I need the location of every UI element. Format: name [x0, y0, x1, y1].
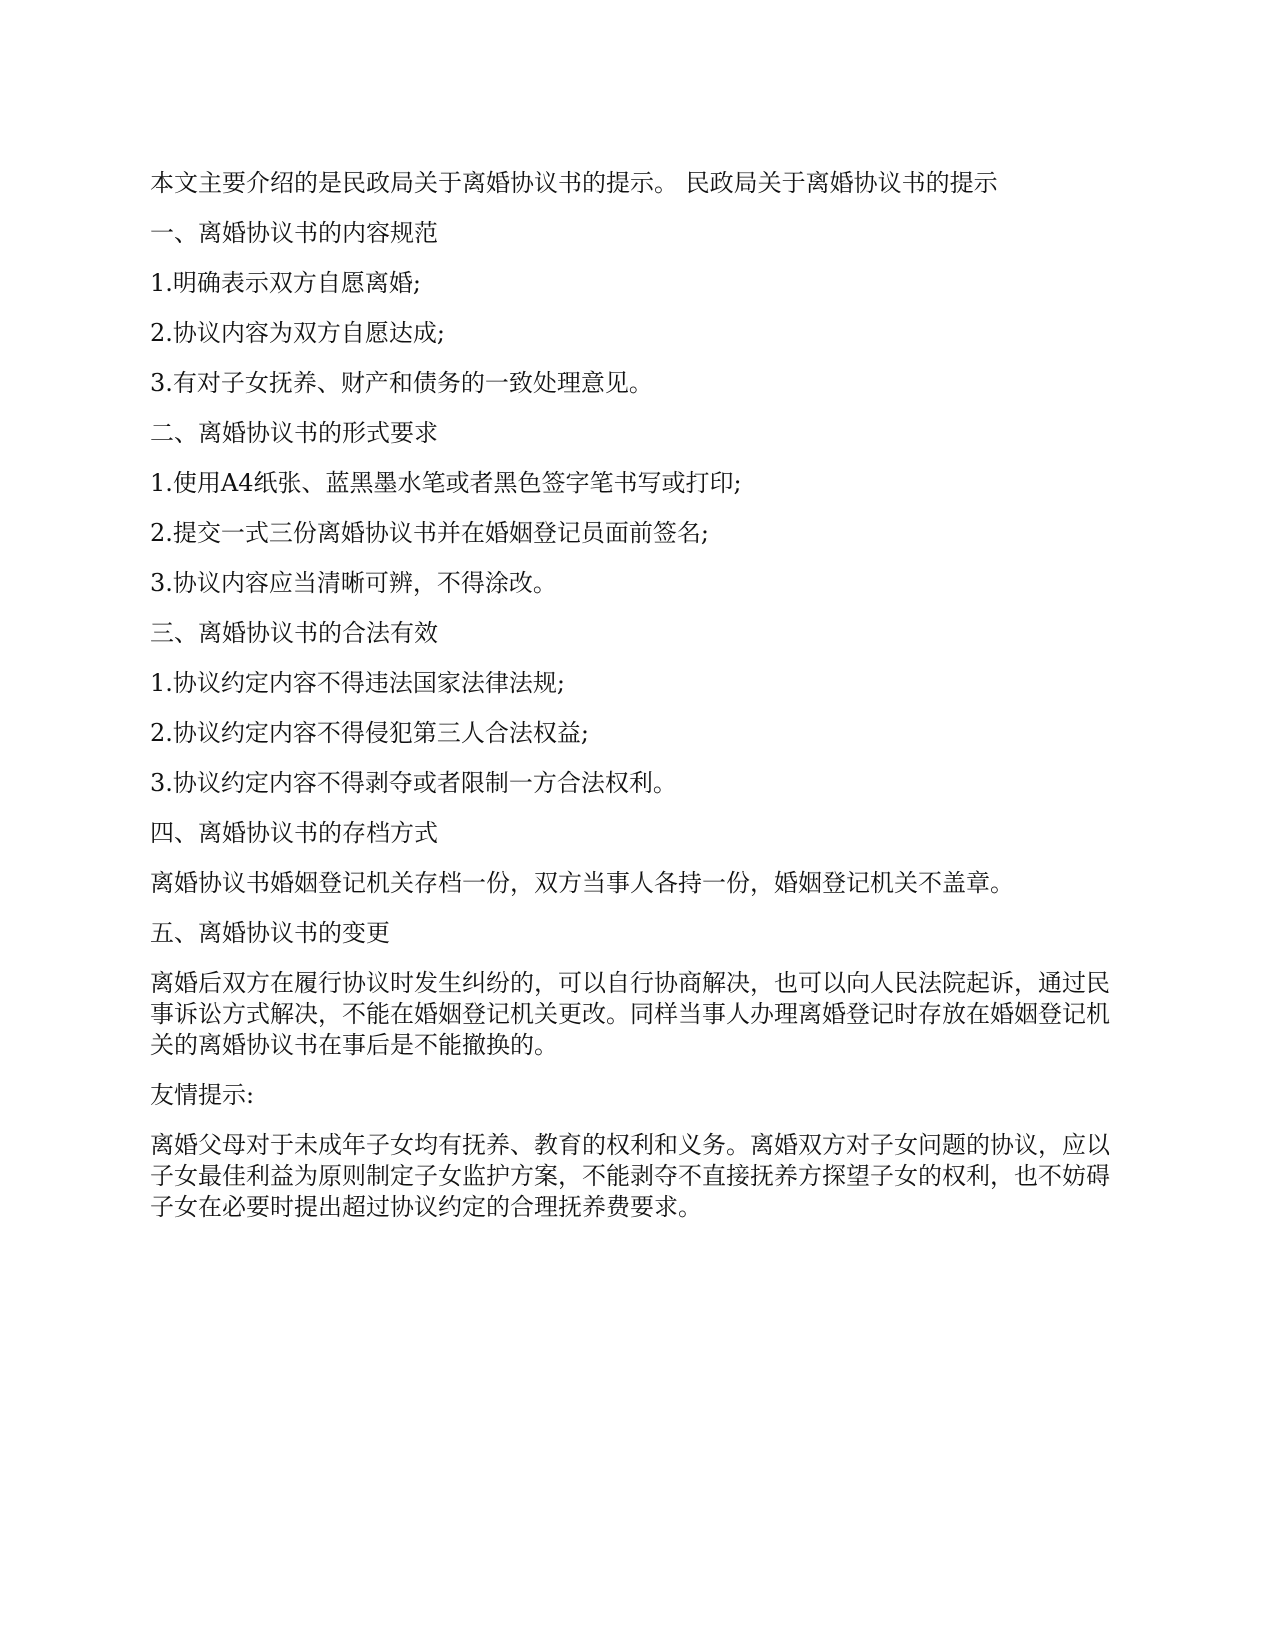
section-heading-5: 五、离婚协议书的变更 [150, 919, 390, 947]
body-paragraph: 离婚后双方在履行协议时发生纠纷的，可以自行协商解决，也可以向人民法院起诉，通过民事诉讼方式解决，不能在婚姻登记机关更改。同样当事人办理离婚登记时存放在婚姻登记机关的离婚协议书在事后是不能撤换的。 [150, 969, 1110, 1059]
list-item: 2.协议内容为双方自愿达成; [150, 319, 445, 347]
section-heading-2: 二、离婚协议书的形式要求 [150, 419, 438, 447]
list-item: 1.明确表示双方自愿离婚; [150, 269, 421, 297]
body-paragraph: 离婚协议书婚姻登记机关存档一份，双方当事人各持一份，婚姻登记机关不盖章。 [150, 869, 1014, 897]
list-item: 3.有对子女抚养、财产和债务的一致处理意见。 [150, 369, 653, 397]
list-item: 3.协议约定内容不得剥夺或者限制一方合法权利。 [150, 769, 677, 797]
tip-paragraph: 离婚父母对于未成年子女均有抚养、教育的权利和义务。离婚双方对子女问题的协议，应以子女最佳利益为原则制定子女监护方案，不能剥夺不直接抚养方探望子女的权利，也不妨碍子女在必要时提出超过协议约定的合理抚养费要求。 [150, 1131, 1110, 1221]
list-item: 3.协议内容应当清晰可辨，不得涂改。 [150, 569, 557, 597]
tip-heading: 友情提示: [150, 1081, 255, 1109]
section-heading-4: 四、离婚协议书的存档方式 [150, 819, 438, 847]
section-heading-1: 一、离婚协议书的内容规范 [150, 219, 438, 247]
list-item: 2.提交一式三份离婚协议书并在婚姻登记员面前签名; [150, 519, 709, 547]
list-item: 1.协议约定内容不得违法国家法律法规; [150, 669, 565, 697]
document-body [150, 168, 1125, 1242]
section-heading-3: 三、离婚协议书的合法有效 [150, 619, 438, 647]
intro-paragraph: 本文主要介绍的是民政局关于离婚协议书的提示。 民政局关于离婚协议书的提示 [150, 169, 998, 197]
list-item: 1.使用A4纸张、蓝黑墨水笔或者黑色签字笔书写或打印; [150, 469, 742, 497]
list-item: 2.协议约定内容不得侵犯第三人合法权益; [150, 719, 589, 747]
